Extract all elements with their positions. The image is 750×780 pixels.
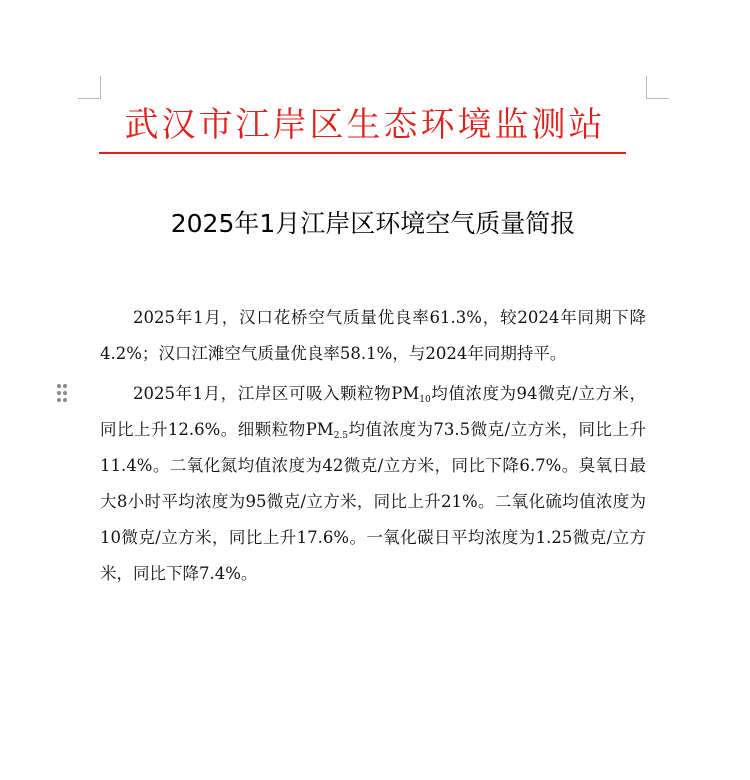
document-title[interactable]: 2025年1月江岸区环境空气质量简报 [170, 209, 576, 238]
paragraph-2-part-3: 均值浓度为73.5微克/立方米，同比上升11.4%。二氧化氮均值浓度为42微克/立方米，同比下降6.7%。臭氧日最大8小时平均浓度为95微克/立方米，同比上升21%。二氧化硫均值浓度为10微克/立方米，同比上升17.6%。一氧化碳日平均浓度为1.25微克/立方米，同比下降7.4%。 [100, 420, 646, 583]
paragraph-1[interactable]: 2025年1月，汉口花桥空气质量优良率61.3%，较2024年同期下降4.2%；汉口江滩空气质量优良率58.1%，与2024年同期持平。 [100, 308, 646, 363]
margin-corner-top-left [78, 76, 101, 99]
pm25-subscript: 2.5 [333, 431, 349, 441]
margin-corner-top-right [646, 76, 669, 99]
organization-header[interactable]: 武汉市江岸区生态环境监测站 [124, 105, 606, 145]
document-body[interactable] [100, 300, 646, 592]
drag-handle-icon[interactable] [55, 384, 69, 404]
pm10-subscript: 10 [419, 395, 431, 405]
red-divider-line [99, 152, 626, 154]
paragraph-2-part-1: 2025年1月，江岸区可吸入颗粒物PM [133, 384, 420, 403]
paragraph-2[interactable] [100, 376, 646, 592]
paragraph-2-part-2: 均值浓度为94微克/立方米，同比上升12.6%。细颗粒物PM [100, 384, 646, 439]
